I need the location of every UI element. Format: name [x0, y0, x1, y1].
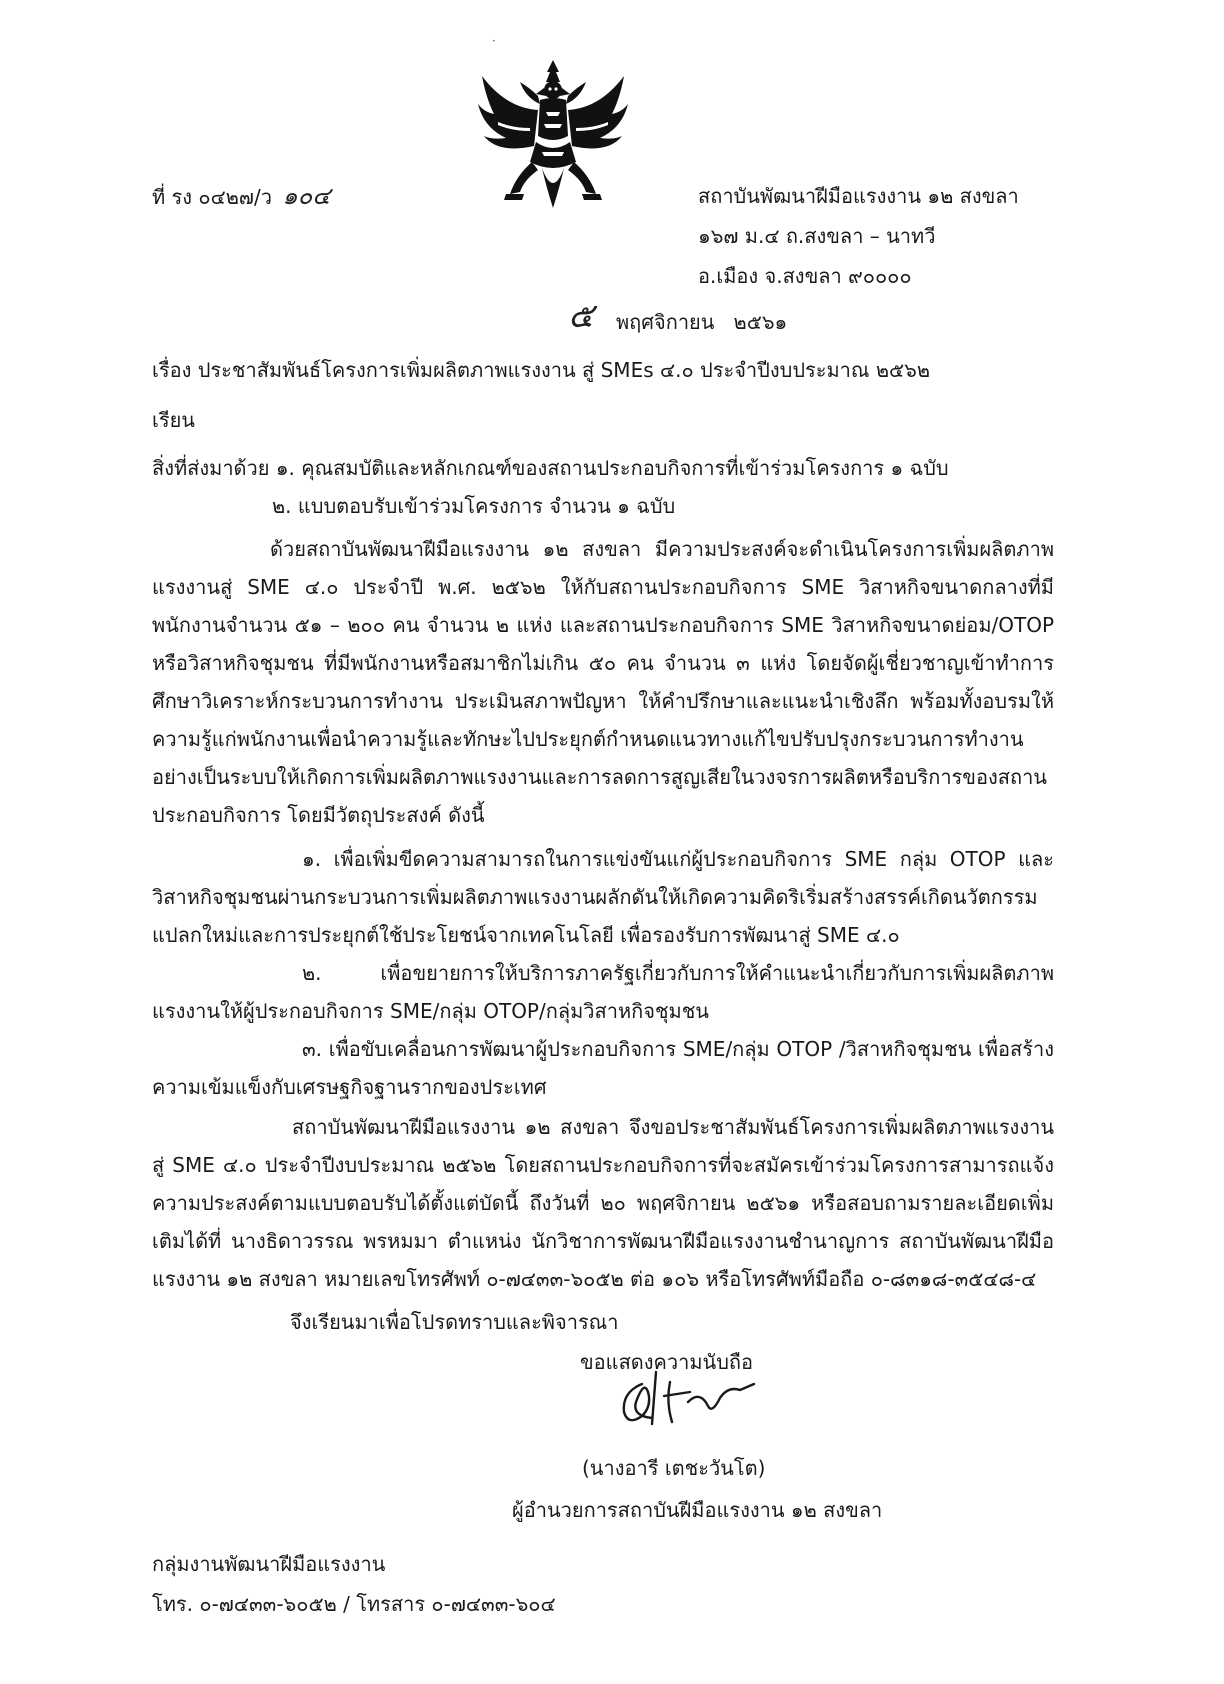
reference-handwritten: ๑๐๔	[282, 182, 331, 210]
garuda-emblem	[476, 58, 630, 210]
date-day-handwritten: ๕	[568, 296, 594, 336]
regards: ขอแสดงความนับถือ	[580, 1350, 754, 1374]
objective-1: ๑. เพื่อเพิ่มขีดความสามารถในการแข่งขันแก่ผู้ประกอบกิจการ SME กลุ่ม OTOP และวิสาหกิจชุมชนผ่านกระบวนการเพิ่มผลิตภาพแรงงานผลักดันให้เกิดความคิดริเริ่มสร้างสรรค์เกิดนวัตกรรมแปลกใหม่และการประยุกต์ใช้ประโยชน์จากเทคโนโลยี เพื่อรองรับการพัฒนาสู่ SME ๔.๐	[152, 847, 1054, 947]
subject-line: เรื่อง ประชาสัมพันธ์โครงการเพิ่มผลิตภาพแรงงาน สู่ SMEs ๔.๐ ประจำปีงบประมาณ ๒๕๖๒	[152, 358, 931, 382]
objective-2: ๒. เพื่อขยายการให้บริการภาครัฐเกี่ยวกับการให้คำแนะนำเกี่ยวกับการเพิ่มผลิตภาพแรงงานให้ผู้ประกอบกิจการ SME/กลุ่ม OTOP/กลุ่มวิสาหกิจชุมชน	[152, 961, 1054, 1023]
enclosure-1: สิ่งที่ส่งมาด้วย ๑. คุณสมบัติและหลักเกณฑ์ของสถานประกอบกิจการที่เข้าร่วมโครงการ ๑ ฉบับ	[152, 456, 949, 480]
objective-3: ๓. เพื่อขับเคลื่อนการพัฒนาผู้ประกอบกิจการ SME/กลุ่ม OTOP /วิสาหกิจชุมชน เพื่อสร้างความเข้มแข็งกับเศรษฐกิจฐานรากของประเทศ	[152, 1037, 1054, 1099]
salutation: เรียน	[152, 408, 195, 432]
signer-name: (นางอารี เตชะวันโต)	[582, 1456, 766, 1480]
footer-department: กลุ่มงานพัฒนาฝีมือแรงงาน	[152, 1552, 386, 1576]
closing-line: จึงเรียนมาเพื่อโปรดทราบและพิจารณา	[290, 1310, 619, 1334]
reference-number: ที่ รง ๐๔๒๗/ว	[152, 185, 272, 209]
footer-contact: โทร. ๐-๗๔๓๓-๖๐๕๒ / โทรสาร ๐-๗๔๓๓-๖๐๔	[152, 1592, 556, 1616]
handwritten-signature	[612, 1362, 762, 1432]
org-name: สถาบันพัฒนาฝีมือแรงงาน ๑๒ สงขลา	[698, 184, 1019, 208]
address-line-2: อ.เมือง จ.สงขลา ๙๐๐๐๐	[698, 264, 912, 288]
scan-speck: ·	[492, 34, 496, 48]
announcement-paragraph: สถาบันพัฒนาฝีมือแรงงาน ๑๒ สงขลา จึงขอประชาสัมพันธ์โครงการเพิ่มผลิตภาพแรงงานสู่ SME ๔.๐ ประจำปีงบประมาณ ๒๕๖๒ โดยสถานประกอบกิจการที่จะสมัครเข้าร่วมโครงการสามารถแจ้งความประสงค์ตามแบบตอบรับได้ตั้งแต่บัดนี้ ถึงวันที่ ๒๐ พฤศจิกายน ๒๕๖๑ หรือสอบถามรายละเอียดเพิ่มเติมได้ที่ นางธิดาวรรณ พรหมมา ตำแหน่ง นักวิชาการพัฒนาฝีมือแรงงานชำนาญการ สถาบันพัฒนาฝีมือแรงงาน ๑๒ สงขลา หมายเลขโทรศัพท์ ๐-๗๔๓๓-๖๐๕๒ ต่อ ๑๐๖ หรือโทรศัพท์มือถือ ๐-๘๓๑๘-๓๕๔๘-๔	[152, 1115, 1054, 1291]
enclosure-2: ๒. แบบตอบรับเข้าร่วมโครงการ จำนวน ๑ ฉบับ	[272, 494, 676, 518]
address-line-1: ๑๖๗ ม.๔ ถ.สงขลา – นาทวี	[698, 224, 936, 248]
signer-title: ผู้อำนวยการสถาบันฝีมือแรงงาน ๑๒ สงขลา	[512, 1498, 883, 1522]
date-month-year: พฤศจิกายน ๒๕๖๑	[616, 310, 788, 334]
intro-paragraph: ด้วยสถาบันพัฒนาฝีมือแรงงาน ๑๒ สงขลา มีความประสงค์จะดำเนินโครงการเพิ่มผลิตภาพแรงงานสู่ SME ๔.๐ ประจำปี พ.ศ. ๒๕๖๒ ให้กับสถานประกอบกิจการ SME วิสาหกิจขนาดกลางที่มีพนักงานจำนวน ๕๑ – ๒๐๐ คน จำนวน ๒ แห่ง และสถานประกอบกิจการ SME วิสาหกิจขนาดย่อม/OTOP หรือวิสาหกิจชุมชน ที่มีพนักงานหรือสมาชิกไม่เกิน ๕๐ คน จำนวน ๓ แห่ง โดยจัดผู้เชี่ยวชาญเข้าทำการศึกษาวิเคราะห์กระบวนการทำงาน ประเมินสภาพปัญหา ให้คำปรึกษาและแนะนำเชิงลึก พร้อมทั้งอบรมให้ความรู้แก่พนักงานเพื่อนำความรู้และทักษะไปประยุกต์กำหนดแนวทางแก้ไขปรับปรุงกระบวนการทำงานอย่างเป็นระบบให้เกิดการเพิ่มผลิตภาพแรงงานและการลดการสูญเสียในวงจรการผลิตหรือบริการของสถานประกอบกิจการ โดยมีวัตถุประสงค์ ดังนี้	[152, 537, 1055, 827]
